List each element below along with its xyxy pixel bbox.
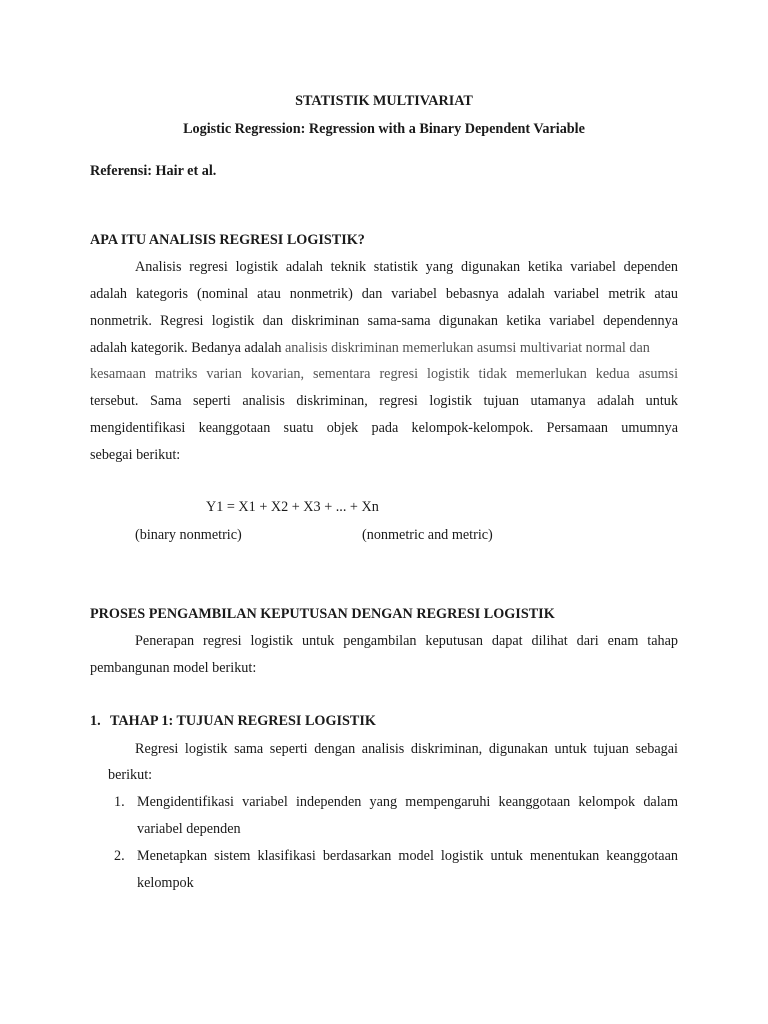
paragraph-text-highlight: kesamaan matriks varian kovarian, sementara <box>90 366 371 382</box>
list-item-text: kelompok <box>137 875 194 891</box>
paragraph-line: Penerapan regresi logistik untuk pengambilan keputusan dapat dilihat dari enam tahap <box>135 633 678 649</box>
paragraph-text-highlight: regresi logistik tidak memerlukan kedua asumsi <box>379 366 679 382</box>
paragraph-line: Analisis regresi logistik adalah teknik statistik yang digunakan ketika variabel dependen <box>135 259 678 275</box>
paragraph-line: adalah kategoris (nominal atau nonmetrik) dan variabel bebasnya adalah variabel metrik atau <box>90 286 678 302</box>
paragraph-line: tersebut. Sama seperti analisis diskriminan, regresi logistik tujuan utamanya adalah untuk <box>90 393 678 409</box>
paragraph-line <box>90 340 678 357</box>
document-title: STATISTIK MULTIVARIAT <box>295 93 473 109</box>
list-item-number: 2. <box>114 848 125 864</box>
section-number: 1. <box>90 713 101 729</box>
document-subtitle: Logistic Regression: Regression with a Binary Dependent Variable <box>183 121 585 137</box>
paragraph-text-highlight: analisis diskriminan memerlukan asumsi multivariat normal dan <box>285 340 650 356</box>
section-heading-tahap-1: TAHAP 1: TUJUAN REGRESI LOGISTIK <box>110 713 376 729</box>
paragraph-text: adalah kategorik. Bedanya adalah <box>90 340 282 356</box>
paragraph-line: nonmetrik. Regresi logistik dan diskriminan sama-sama digunakan ketika variabel dependennya <box>90 313 678 329</box>
paragraph-line: berikut: <box>108 767 153 783</box>
equation: Y1 = X1 + X2 + X3 + ... + Xn <box>206 499 379 515</box>
paragraph-line <box>90 366 678 383</box>
list-item-text: variabel dependen <box>137 821 241 837</box>
section-heading-apa-itu: APA ITU ANALISIS REGRESI LOGISTIK? <box>90 232 365 248</box>
paragraph-line: Regresi logistik sama seperti dengan analisis diskriminan, digunakan untuk tujuan sebagai <box>135 741 678 757</box>
paragraph-line: pembangunan model berikut: <box>90 660 257 676</box>
paragraph-line: mengidentifikasi keanggotaan suatu objek pada kelompok-kelompok. Persamaan umumnya <box>90 420 678 436</box>
equation-left-label: (binary nonmetric) <box>135 527 242 543</box>
list-item-number: 1. <box>114 794 125 810</box>
list-item-text: Mengidentifikasi variabel independen yang mempengaruhi keanggotaan kelompok dalam <box>137 794 678 810</box>
reference-line: Referensi: Hair et al. <box>90 163 217 179</box>
list-item-text: Menetapkan sistem klasifikasi berdasarkan model logistik untuk menentukan keanggotaan <box>137 848 678 864</box>
paragraph-line: sebegai berikut: <box>90 447 181 463</box>
equation-right-label: (nonmetric and metric) <box>362 527 493 543</box>
section-heading-proses: PROSES PENGAMBILAN KEPUTUSAN DENGAN REGRESI LOGISTIK <box>90 606 555 622</box>
